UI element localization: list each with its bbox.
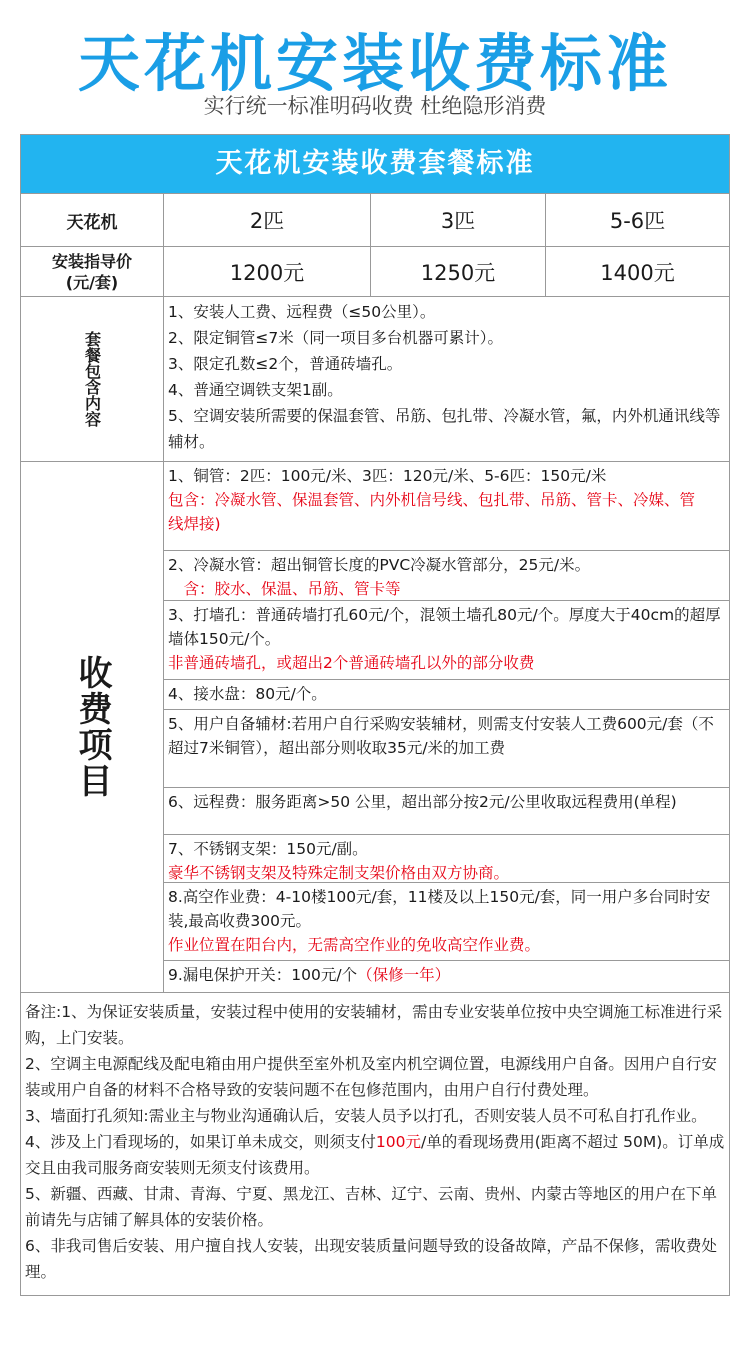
model-label: 天花机 [21,194,164,246]
fee-item: 2、冷凝水管：超出铜管长度的PVC冷凝水管部分，25元/米。 含：胶水、保温、吊筋、管卡等 [164,550,729,600]
pricing-table [20,134,730,1296]
price-3hp: 1250元 [371,247,546,296]
page-subtitle: 实行统一标准明码收费 杜绝隐形消费 [203,94,547,118]
fees-items [164,462,729,992]
model-2hp: 2匹 [164,194,371,246]
note-5: 5、新疆、西藏、甘肃、青海、宁夏、黑龙江、吉林、辽宁、云南、贵州、内蒙古等地区的用户在下单前请先与店铺了解具体的安装价格。 [25,1185,717,1229]
model-5-6hp: 5-6匹 [609,209,666,233]
package-label: 套餐包含内容 [82,331,102,427]
model-row [21,193,729,246]
price-2hp: 1200元 [164,247,371,296]
price-row [21,246,729,296]
note-3: 3、墙面打孔须知:需业主与物业沟通确认后，安装人员予以打孔，否则安装人员不可私自打孔作业。 [25,1107,707,1125]
page-title: 天花机安装收费标准 [77,27,672,100]
fees-label: 收费项目 [72,655,112,799]
fee-item: 6、远程费：服务距离>50 公里，超出部分按2元/公里收取远程费用(单程) [164,787,729,834]
package-items [164,297,729,461]
fee-item: 7、不锈钢支架：150元/副。 豪华不锈钢支架及特殊定制支架价格由双方协商。 [164,834,729,882]
model-3hp: 3匹 [371,194,546,246]
fee-item: 3、打墙孔：普通砖墙打孔60元/个，混领土墙孔80元/个。厚度大于40cm的超厚墙体150元/个。 非普通砖墙孔，或超出2个普通砖墙孔以外的部分收费 [164,600,729,679]
package-item: 2、限定铜管≤7米（同一项目多台机器可累计）。 [168,329,503,347]
price-label-line2: (元/套) [65,272,119,292]
note-1: 备注:1、为保证安装质量，安装过程中使用的安装辅材，需由专业安装单位按中央空调施工标准进行采购，上门安装。 [25,1003,723,1047]
table-header: 天花机安装收费套餐标准 [21,135,729,193]
fee-item: 1、铜管：2匹：100元/米、3匹：120元/米、5-6匹：150元/米 包含：冷凝水管、保温套管、内外机信号线、包扎带、吊筋、管卡、冷媒、管 线焊接) [168,467,711,533]
note-6: 6、非我司售后安装、用户擅自找人安装，出现安装质量问题导致的设备故障，产品不保修，需收费处理。 [25,1237,717,1281]
fee-item: 4、接水盘：80元/个。 [164,679,729,709]
price-label-line1: 安装指导价 [51,251,132,271]
note-2: 2、空调主电源配线及配电箱由用户提供至室外机及室内机空调位置，电源线用户自备。因用户自行安装或用户自备的材料不合格导致的安装问题不在包修范围内，由用户自行付费处理。 [25,1055,717,1099]
package-item: 5、空调安装所需要的保温套管、吊筋、包扎带、冷凝水管，氟，内外机通讯线等辅材。 [168,407,721,451]
price-label [21,247,164,296]
fee-item: 5、用户自备辅材:若用户自行采购安装辅材，则需支付安装人工费600元/套（不超过7米铜管），超出部分则收取35元/米的加工费 [164,709,729,787]
note-4: 4、涉及上门看现场的，如果订单未成交，则须支付100元/单的看现场费用(距离不超过 50M)。订单成交且由我司服务商安装则无须支付该费用。 [25,1133,725,1177]
notes [21,992,729,1295]
fee-item: 8.高空作业费：4-10楼100元/套，11楼及以上150元/套，同一用户多台同时安装,最高收费300元。 作业位置在阳台内，无需高空作业的免收高空作业费。 [164,882,729,960]
fees-row [21,461,729,992]
price-5-6hp: 1400元 [600,260,675,285]
package-item: 1、安装人工费、远程费（≤50公里）。 [168,303,436,321]
package-item: 4、普通空调铁支架1副。 [168,381,343,399]
package-item: 3、限定孔数≤2个，普通砖墙孔。 [168,355,403,373]
fee-item: 9.漏电保护开关：100元/个（保修一年） [164,960,729,992]
package-row [21,296,729,461]
